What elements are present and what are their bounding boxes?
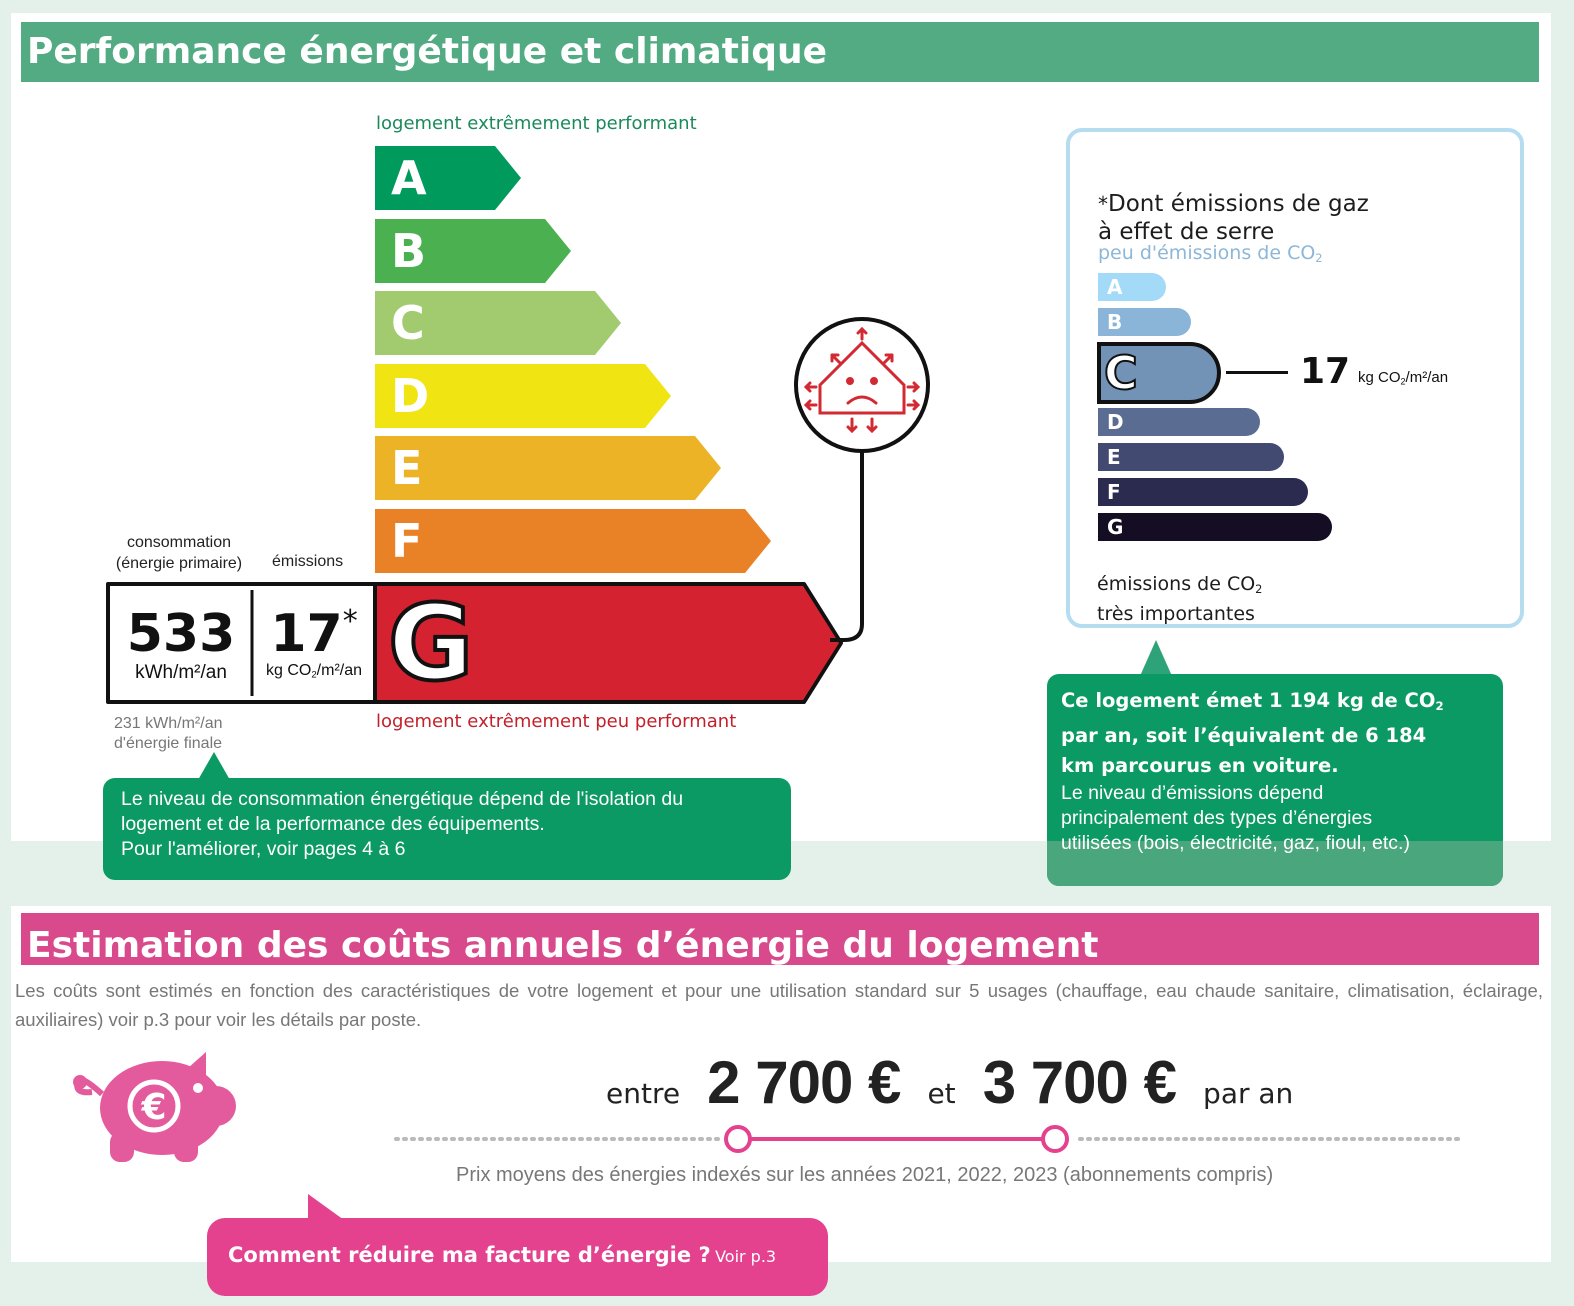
emissions-label: émissions (272, 553, 344, 570)
dpe-bar-e (375, 436, 721, 500)
emissions-value-wrap (255, 604, 373, 664)
cost-max-marker (1043, 1127, 1067, 1151)
ges-bar-e (1098, 443, 1284, 471)
dpe-bar-letter: A (391, 151, 427, 205)
cost-par-an: par an (1203, 1077, 1294, 1110)
ges-label-bottom: émissions de $CO_2$ très importantes (1097, 573, 1263, 625)
ges-callout-bold-3: km parcourus en voiture. (1061, 753, 1339, 777)
performance-header (21, 22, 1539, 82)
ges-value: 17 (1300, 351, 1351, 392)
consumption-value: 533 (126, 604, 236, 664)
ges-bar-letter: F (1107, 480, 1121, 504)
costs-title: Estimation des coûts annuels d’énergie du logement (27, 925, 1099, 965)
dpe-bar-letter: F (391, 514, 423, 568)
ges-pointer-line (1226, 371, 1288, 374)
dpe-label-top: logement extrêmement performant (376, 113, 697, 134)
ges-callout-text: Le niveau d’émissions dépend principalement des types d’énergies utilisées (bois, électricité, gaz, fioul, etc.) (1061, 781, 1410, 854)
consumption-callout (103, 778, 791, 880)
dpe-bar-letter: B (391, 223, 427, 278)
ges-bar-b (1098, 308, 1191, 336)
ges-bar-d (1098, 408, 1260, 436)
ges-bar-letter: E (1107, 445, 1121, 469)
performance-title: Performance énergétique et climatique (27, 31, 828, 72)
consumption-callout-text: Le niveau de consommation énergétique dépend de l'isolation du logement et de la performance des équipements. Pour l'améliorer, voir pages 4 à 6 (121, 788, 684, 860)
house-sad-icon (792, 315, 932, 455)
consumption-unit: kWh/m²/an (135, 662, 227, 683)
cost-min: 2 700 € (707, 1049, 901, 1116)
ges-callout (1047, 674, 1503, 886)
ges-title: *Dont émissions de gaz à effet de serre (1098, 191, 1369, 245)
ges-bar-letter: B (1107, 310, 1123, 334)
ges-current-letter: C (1104, 346, 1138, 400)
dpe-bar-letter: E (391, 441, 423, 496)
emissions-asterisk: * (342, 604, 358, 639)
cost-min-marker (726, 1127, 750, 1151)
dpe-current-letter: G (388, 582, 474, 704)
emissions-unit: kg $CO_2/m^2/an$ (265, 662, 363, 681)
ges-callout-pointer (1138, 640, 1174, 676)
ges-callout-bold-1: Ce logement émet 1 194 kg de $CO_2$ (1061, 689, 1444, 713)
final-energy: 231 kWh/m²/an d'énergie finale (114, 715, 223, 752)
dpe-bar-b (375, 219, 571, 283)
dpe-bar-a (375, 146, 521, 210)
consumption-label: consommation (énergie primaire) (115, 534, 243, 572)
dpe-bar-letter: D (391, 368, 430, 423)
cost-range (606, 1048, 1293, 1117)
dpe-bar-d (375, 364, 671, 428)
ges-bar-g (1098, 513, 1332, 541)
ges-bar-letter: G (1107, 515, 1124, 539)
dpe-bar-f (375, 509, 771, 573)
ges-bar-f (1098, 478, 1308, 506)
dpe-label-bottom: logement extrêmement peu performant (376, 711, 737, 732)
ges-bar-letter: A (1107, 275, 1123, 299)
house-connector (830, 440, 870, 650)
svg-text:€: € (141, 1087, 167, 1128)
ges-bar-letter: D (1107, 410, 1124, 434)
cost-note: Prix moyens des énergies indexés sur les années 2021, 2022, 2023 (abonnements compris) (456, 1164, 1274, 1186)
ges-label-top: peu d'émissions de $CO_2$ (1098, 242, 1323, 265)
cost-range-slider (390, 1124, 1465, 1154)
consumption-callout-pointer (196, 752, 232, 780)
piggy-bank-euro-icon (70, 1044, 245, 1170)
cost-et: et (927, 1077, 956, 1110)
ges-callout-bold-2: par an, soit l’équivalent de 6 184 (1061, 723, 1427, 747)
costs-header (21, 913, 1539, 965)
reduce-bill-link-small: Voir p.3 (715, 1247, 777, 1266)
reduce-bill-link-bold: Comment réduire ma facture d’énergie ? (228, 1243, 711, 1267)
cost-max: 3 700 € (982, 1049, 1176, 1116)
reduce-bill-link[interactable] (207, 1218, 828, 1296)
ges-unit: kg $CO_2/m^2/an$ (1358, 369, 1449, 387)
dpe-bar-c (375, 291, 621, 355)
ges-bar-a (1098, 273, 1166, 301)
emissions-value: 17 (270, 604, 343, 664)
cost-entre: entre (606, 1077, 681, 1110)
costs-description: Les coûts sont estimés en fonction des caractéristiques de votre logement et pour une utilisation standard sur 5 usages (chauffage, eau chaude sanitaire, climatisation, éclairage, auxiliaires) voir p.3 pour voir les détails par poste. (15, 980, 1543, 1030)
dpe-bar-letter: C (391, 296, 425, 351)
